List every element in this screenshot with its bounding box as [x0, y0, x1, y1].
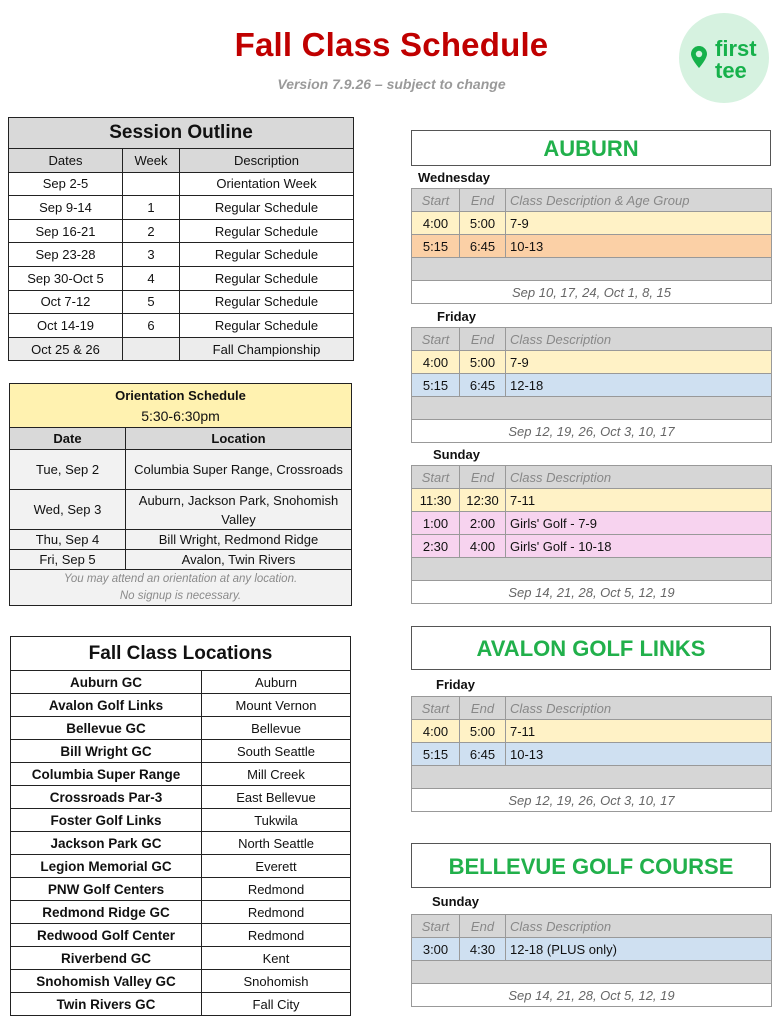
session-outline-table: [8, 117, 354, 361]
session-cell: Fall Championship: [180, 337, 354, 361]
class-desc: 10-13: [506, 235, 772, 258]
schedule-dates: Sep 12, 19, 26, Oct 3, 10, 17: [412, 789, 772, 812]
session-cell: Sep 30-Oct 5: [9, 266, 123, 290]
orientation-cell: Columbia Super Range, Crossroads: [126, 450, 352, 490]
class-end: 4:30: [460, 938, 506, 961]
orientation-cell: Auburn, Jackson Park, Snohomish Valley: [126, 490, 352, 530]
location-name: Snohomish Valley GC: [11, 970, 202, 993]
class-end: 12:30: [460, 489, 506, 512]
schedule-dates-row: [412, 420, 772, 443]
session-col-header: Dates: [9, 149, 123, 173]
session-cell: Regular Schedule: [180, 266, 354, 290]
class-desc: Girls' Golf - 10-18: [506, 535, 772, 558]
orientation-title: Orientation Schedule: [10, 384, 352, 406]
session-row: [9, 337, 354, 361]
class-row: [412, 212, 772, 235]
class-row: [412, 720, 772, 743]
location-name: Riverbend GC: [11, 947, 202, 970]
orientation-note-line2: No signup is necessary.: [119, 589, 242, 602]
class-start: 5:15: [412, 235, 460, 258]
session-cell: 4: [123, 266, 180, 290]
location-row: [11, 878, 351, 901]
session-cell: Regular Schedule: [180, 290, 354, 314]
class-locations-title: Fall Class Locations: [11, 637, 351, 671]
location-city: Kent: [202, 947, 351, 970]
location-city: Fall City: [202, 993, 351, 1016]
schedule-header-row: [412, 328, 772, 351]
bellevue-sunday-label: Sunday: [432, 894, 479, 909]
orientation-cell: Tue, Sep 2: [10, 450, 126, 490]
class-start: 4:00: [412, 351, 460, 374]
orientation-col-header: Location: [126, 428, 352, 450]
orientation-time: 5:30-6:30pm: [10, 406, 352, 428]
session-cell: Regular Schedule: [180, 243, 354, 267]
class-start: 5:15: [412, 743, 460, 766]
location-name: Jackson Park GC: [11, 832, 202, 855]
orientation-cell: Thu, Sep 4: [10, 530, 126, 550]
location-row: [11, 901, 351, 924]
schedule-header-row: [412, 915, 772, 938]
session-cell: 1: [123, 196, 180, 220]
session-cell: Oct 14-19: [9, 314, 123, 338]
session-cell: [123, 337, 180, 361]
location-name: Twin Rivers GC: [11, 993, 202, 1016]
session-col-header: Week: [123, 149, 180, 173]
class-end: 5:00: [460, 720, 506, 743]
class-row: [412, 489, 772, 512]
location-row: [11, 832, 351, 855]
class-start: 11:30: [412, 489, 460, 512]
session-cell: Sep 9-14: [9, 196, 123, 220]
logo-text-first: first: [715, 36, 757, 61]
session-cell: Sep 16-21: [9, 219, 123, 243]
location-name: Foster Golf Links: [11, 809, 202, 832]
auburn-sunday-label: Sunday: [433, 447, 480, 462]
location-city: Snohomish: [202, 970, 351, 993]
schedule-col-header: End: [460, 697, 506, 720]
schedule-spacer-row: [412, 961, 772, 984]
class-start: 4:00: [412, 720, 460, 743]
session-outline-title: Session Outline: [9, 118, 354, 149]
bellevue-sunday-table: [411, 914, 772, 1007]
class-row: [412, 743, 772, 766]
bellevue-heading: BELLEVUE GOLF COURSE: [411, 843, 771, 888]
location-city: Auburn: [202, 671, 351, 694]
session-row: [9, 314, 354, 338]
class-row: [412, 374, 772, 397]
schedule-col-header: Start: [412, 915, 460, 938]
page-title: Fall Class Schedule: [234, 26, 549, 63]
class-row: [412, 938, 772, 961]
session-cell: Regular Schedule: [180, 314, 354, 338]
avalon-friday-label: Friday: [436, 677, 476, 692]
location-name: Legion Memorial GC: [11, 855, 202, 878]
orientation-row: [10, 550, 352, 570]
schedule-col-header: End: [460, 915, 506, 938]
schedule-spacer: [412, 558, 772, 581]
schedule-header-row: [412, 466, 772, 489]
schedule-spacer: [412, 766, 772, 789]
location-city: Everett: [202, 855, 351, 878]
schedule-dates: Sep 10, 17, 24, Oct 1, 8, 15: [412, 281, 772, 304]
location-name: Columbia Super Range: [11, 763, 202, 786]
location-row: [11, 694, 351, 717]
auburn-friday-label: Friday: [437, 309, 477, 324]
class-desc: 12-18: [506, 374, 772, 397]
location-city: East Bellevue: [202, 786, 351, 809]
session-cell: Regular Schedule: [180, 219, 354, 243]
session-row: [9, 172, 354, 196]
schedule-col-header: Class Description: [506, 466, 772, 489]
class-desc: 7-11: [506, 720, 772, 743]
session-row: [9, 290, 354, 314]
location-name: Redwood Golf Center: [11, 924, 202, 947]
location-city: Redmond: [202, 901, 351, 924]
class-end: 6:45: [460, 374, 506, 397]
session-cell: Orientation Week: [180, 172, 354, 196]
schedule-spacer-row: [412, 766, 772, 789]
orientation-cell: Fri, Sep 5: [10, 550, 126, 570]
location-row: [11, 763, 351, 786]
auburn-heading: AUBURN: [411, 130, 771, 166]
session-cell: [123, 172, 180, 196]
schedule-col-header: Start: [412, 328, 460, 351]
logo-text-tee: tee: [715, 58, 747, 83]
schedule-spacer: [412, 397, 772, 420]
schedule-dates: Sep 12, 19, 26, Oct 3, 10, 17: [412, 420, 772, 443]
orientation-col-header: Date: [10, 428, 126, 450]
schedule-col-header: Start: [412, 466, 460, 489]
session-cell: Sep 23-28: [9, 243, 123, 267]
orientation-row: [10, 530, 352, 550]
location-row: [11, 717, 351, 740]
class-row: [412, 235, 772, 258]
schedule-spacer-row: [412, 558, 772, 581]
class-end: 5:00: [460, 351, 506, 374]
session-row: [9, 243, 354, 267]
class-start: 2:30: [412, 535, 460, 558]
schedule-col-header: End: [460, 189, 506, 212]
orientation-cell: Bill Wright, Redmond Ridge: [126, 530, 352, 550]
schedule-col-header: Class Description: [506, 915, 772, 938]
schedule-dates: Sep 14, 21, 28, Oct 5, 12, 19: [412, 581, 772, 604]
class-desc: 10-13: [506, 743, 772, 766]
session-cell: 6: [123, 314, 180, 338]
schedule-dates-row: [412, 281, 772, 304]
class-locations-table: [10, 636, 351, 1016]
session-cell: 5: [123, 290, 180, 314]
location-name: Bellevue GC: [11, 717, 202, 740]
session-row: [9, 266, 354, 290]
class-desc: 7-11: [506, 489, 772, 512]
version-note: Version 7.9.26 – subject to change: [277, 76, 506, 92]
schedule-header-row: [412, 697, 772, 720]
session-cell: Oct 25 & 26: [9, 337, 123, 361]
class-start: 4:00: [412, 212, 460, 235]
auburn-wednesday-table: [411, 188, 772, 304]
location-row: [11, 786, 351, 809]
location-row: [11, 970, 351, 993]
schedule-spacer: [412, 961, 772, 984]
orientation-schedule-table: [9, 383, 352, 606]
location-city: Mill Creek: [202, 763, 351, 786]
schedule-col-header: Start: [412, 697, 460, 720]
schedule-header-row: [412, 189, 772, 212]
location-city: Redmond: [202, 878, 351, 901]
schedule-dates-row: [412, 789, 772, 812]
schedule-col-header: End: [460, 466, 506, 489]
class-row: [412, 351, 772, 374]
orientation-cell: Avalon, Twin Rivers: [126, 550, 352, 570]
class-desc: 7-9: [506, 351, 772, 374]
location-city: North Seattle: [202, 832, 351, 855]
session-row: [9, 196, 354, 220]
location-row: [11, 924, 351, 947]
session-cell: Oct 7-12: [9, 290, 123, 314]
location-name: Avalon Golf Links: [11, 694, 202, 717]
schedule-col-header: Class Description & Age Group: [506, 189, 772, 212]
location-pin-icon: [691, 46, 707, 68]
class-start: 3:00: [412, 938, 460, 961]
location-row: [11, 671, 351, 694]
class-row: [412, 535, 772, 558]
schedule-col-header: Class Description: [506, 697, 772, 720]
class-end: 2:00: [460, 512, 506, 535]
schedule-spacer-row: [412, 397, 772, 420]
session-cell: Sep 2-5: [9, 172, 123, 196]
auburn-wednesday-label: Wednesday: [418, 170, 491, 185]
location-row: [11, 993, 351, 1016]
class-desc: 12-18 (PLUS only): [506, 938, 772, 961]
avalon-friday-table: [411, 696, 772, 812]
class-desc: Girls' Golf - 7-9: [506, 512, 772, 535]
class-end: 6:45: [460, 235, 506, 258]
schedule-col-header: Class Description: [506, 328, 772, 351]
class-end: 5:00: [460, 212, 506, 235]
location-city: Bellevue: [202, 717, 351, 740]
schedule-spacer: [412, 258, 772, 281]
class-desc: 7-9: [506, 212, 772, 235]
class-end: 6:45: [460, 743, 506, 766]
session-col-header: Description: [180, 149, 354, 173]
schedule-spacer-row: [412, 258, 772, 281]
schedule-dates-row: [412, 984, 772, 1007]
session-cell: 3: [123, 243, 180, 267]
auburn-sunday-table: [411, 465, 772, 604]
schedule-dates-row: [412, 581, 772, 604]
location-name: Auburn GC: [11, 671, 202, 694]
location-name: PNW Golf Centers: [11, 878, 202, 901]
session-cell: 2: [123, 219, 180, 243]
class-start: 1:00: [412, 512, 460, 535]
auburn-friday-table: [411, 327, 772, 443]
first-tee-logo: [679, 13, 769, 103]
location-name: Crossroads Par-3: [11, 786, 202, 809]
location-city: Tukwila: [202, 809, 351, 832]
session-cell: Regular Schedule: [180, 196, 354, 220]
location-city: Redmond: [202, 924, 351, 947]
location-city: South Seattle: [202, 740, 351, 763]
orientation-row: [10, 450, 352, 490]
location-row: [11, 947, 351, 970]
location-name: Bill Wright GC: [11, 740, 202, 763]
session-row: [9, 219, 354, 243]
orientation-note-line1: You may attend an orientation at any location.: [63, 572, 298, 585]
location-city: Mount Vernon: [202, 694, 351, 717]
location-row: [11, 740, 351, 763]
class-start: 5:15: [412, 374, 460, 397]
schedule-col-header: End: [460, 328, 506, 351]
schedule-dates: Sep 14, 21, 28, Oct 5, 12, 19: [412, 984, 772, 1007]
location-row: [11, 809, 351, 832]
class-end: 4:00: [460, 535, 506, 558]
location-row: [11, 855, 351, 878]
avalon-heading: AVALON GOLF LINKS: [411, 626, 771, 670]
schedule-col-header: Start: [412, 189, 460, 212]
orientation-row: [10, 490, 352, 530]
class-row: [412, 512, 772, 535]
orientation-cell: Wed, Sep 3: [10, 490, 126, 530]
orientation-note: [10, 570, 352, 606]
location-name: Redmond Ridge GC: [11, 901, 202, 924]
